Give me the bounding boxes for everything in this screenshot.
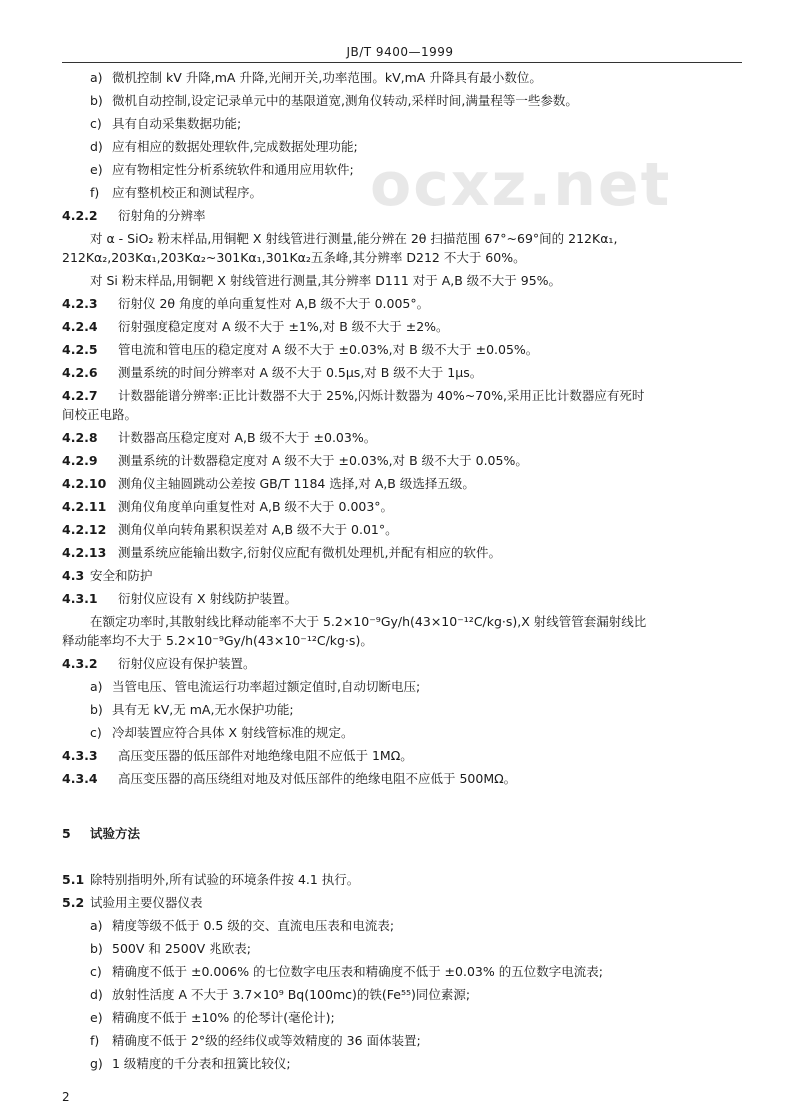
- line-text: 212Kα₂,203Kα₁,203Kα₂~301Kα₁,301Kα₂五条峰,其分辨率 D212 不大于 60%。: [62, 250, 526, 265]
- line-text: 精确度不低于 2°级的经纬仪或等效精度的 36 面体装置;: [112, 1033, 421, 1048]
- line-text: 对 α - SiO₂ 粉末样品,用铜靶 X 射线管进行测量,能分辨在 2θ 扫描范围 67°~69°间的 212Kα₁,: [90, 231, 618, 246]
- clause-number: 4.3.3: [62, 748, 98, 763]
- line-text: 微机控制 kV 升降,mA 升降,光闸开关,功率范围。kV,mA 升降具有最小数位。: [112, 70, 542, 85]
- line-text: 测量系统的计数器稳定度对 A 级不大于 ±0.03%,对 B 级不大于 0.05%。: [118, 453, 528, 468]
- document-line: [62, 208, 206, 224]
- document-line: [90, 185, 262, 201]
- document-line: [62, 656, 256, 672]
- list-marker: b): [90, 93, 103, 108]
- list-marker: b): [90, 941, 103, 956]
- document-line: [62, 430, 376, 446]
- standard-number-header: JB/T 9400—1999: [346, 45, 454, 59]
- document-line: [90, 614, 646, 630]
- clause-number: 4.2.9: [62, 453, 98, 468]
- list-marker: c): [90, 116, 102, 131]
- list-marker: g): [90, 1056, 103, 1071]
- document-line: [90, 725, 354, 741]
- clause-number: 4.2.12: [62, 522, 107, 537]
- line-text: 测角仪角度单向重复性对 A,B 级不大于 0.003°。: [118, 499, 394, 514]
- document-line: [62, 453, 528, 469]
- line-text: 高压变压器的高压绕组对地及对低压部件的绝缘电阻不应低于 500MΩ。: [118, 771, 517, 786]
- line-text: 衍射强度稳定度对 A 级不大于 ±1%,对 B 级不大于 ±2%。: [118, 319, 449, 334]
- document-line: [62, 771, 516, 787]
- line-text: 释动能率均不大于 5.2×10⁻⁹Gy/h(43×10⁻¹²C/kg·s)。: [62, 633, 373, 648]
- document-line: [90, 116, 241, 132]
- line-text: 计数器能谱分辨率:正比计数器不大于 25%,闪烁计数器为 40%~70%,采用正比计数器应有死时: [118, 388, 645, 403]
- line-text: 安全和防护: [90, 568, 153, 583]
- clause-number: 4.2.5: [62, 342, 98, 357]
- clause-number: 4.2.4: [62, 319, 98, 334]
- line-text: 衍射角的分辨率: [118, 208, 206, 223]
- line-text: 应有整机校正和测试程序。: [112, 185, 263, 200]
- line-text: 对 Si 粉末样品,用铜靶 X 射线管进行测量,其分辨率 D111 对于 A,B 级不大于 95%。: [90, 273, 562, 288]
- line-text: 间校正电路。: [62, 407, 138, 422]
- list-marker: c): [90, 725, 102, 740]
- line-text: 计数器高压稳定度对 A,B 级不大于 ±0.03%。: [118, 430, 377, 445]
- document-line: [90, 918, 394, 934]
- document-line: [90, 679, 420, 695]
- clause-number: 4.2.8: [62, 430, 98, 445]
- line-text: 应有相应的数据处理软件,完成数据处理功能;: [112, 139, 358, 154]
- line-text: 当管电压、管电流运行功率超过额定值时,自动切断电压;: [112, 679, 421, 694]
- section-number: 5.1: [62, 872, 85, 887]
- list-marker: e): [90, 1010, 103, 1025]
- clause-number: 4.2.13: [62, 545, 107, 560]
- list-marker: a): [90, 679, 103, 694]
- document-line: [62, 319, 449, 335]
- document-line: [62, 407, 137, 423]
- line-text: 管电流和管电压的稳定度对 A 级不大于 ±0.03%,对 B 级不大于 ±0.05%。: [118, 342, 539, 357]
- section-number: 5: [62, 826, 71, 841]
- list-marker: f): [90, 185, 100, 200]
- line-text: 试验用主要仪器仪表: [90, 895, 203, 910]
- document-line: [62, 895, 203, 911]
- line-text: 衍射仪应设有 X 射线防护装置。: [118, 591, 298, 606]
- document-line: [62, 872, 359, 888]
- document-line: [90, 987, 470, 1003]
- clause-number: 4.2.3: [62, 296, 98, 311]
- line-text: 精度等级不低于 0.5 级的交、直流电压表和电流表;: [112, 918, 395, 933]
- list-marker: c): [90, 964, 102, 979]
- clause-number: 4.2.7: [62, 388, 98, 403]
- line-text: 测量系统的时间分辨率对 A 级不大于 0.5μs,对 B 级不大于 1μs。: [118, 365, 483, 380]
- document-line: [90, 139, 358, 155]
- document-line: [90, 70, 542, 86]
- clause-number: 4.3.1: [62, 591, 98, 606]
- document-line: [90, 941, 251, 957]
- document-line: [62, 342, 538, 358]
- document-line: [62, 545, 501, 561]
- header-rule: [62, 62, 742, 63]
- document-line: [90, 231, 617, 247]
- line-text: 具有无 kV,无 mA,无水保护功能;: [112, 702, 294, 717]
- page-number: 2: [62, 1090, 70, 1104]
- document-line: [90, 702, 294, 718]
- line-text: 测角仪主轴圆跳动公差按 GB/T 1184 选择,对 A,B 级选择五级。: [118, 476, 475, 491]
- clause-number: 4.2.10: [62, 476, 107, 491]
- document-line: [62, 591, 297, 607]
- list-marker: d): [90, 139, 103, 154]
- section-number: 4.3: [62, 568, 85, 583]
- line-text: 500V 和 2500V 兆欧表;: [112, 941, 251, 956]
- line-text: 在额定功率时,其散射线比释动能率不大于 5.2×10⁻⁹Gy/h(43×10⁻¹²C/kg·s),X 射线管管套漏射线比: [90, 614, 647, 629]
- list-marker: b): [90, 702, 103, 717]
- line-text: 除特别指明外,所有试验的环境条件按 4.1 执行。: [90, 872, 360, 887]
- document-line: [62, 826, 140, 842]
- line-text: 衍射仪应设有保护装置。: [118, 656, 256, 671]
- list-marker: a): [90, 918, 103, 933]
- list-marker: a): [90, 70, 103, 85]
- document-line: [62, 296, 429, 312]
- document-line: [90, 964, 603, 980]
- line-text: 具有自动采集数据功能;: [112, 116, 242, 131]
- line-text: 高压变压器的低压部件对地绝缘电阻不应低于 1MΩ。: [118, 748, 413, 763]
- line-text: 放射性活度 A 不大于 3.7×10⁹ Bq(100mc)的铁(Fe⁵⁵)同位素源;: [112, 987, 471, 1002]
- document-line: [62, 568, 153, 584]
- document-line: [90, 162, 354, 178]
- list-marker: f): [90, 1033, 100, 1048]
- clause-number: 4.2.11: [62, 499, 107, 514]
- document-line: [90, 273, 561, 289]
- document-line: [90, 93, 578, 109]
- document-line: [62, 365, 482, 381]
- line-text: 测角仪单向转角累积误差对 A,B 级不大于 0.01°。: [118, 522, 398, 537]
- watermark: ocxz.net: [370, 150, 672, 220]
- document-line: [62, 250, 526, 266]
- document-line: [90, 1010, 335, 1026]
- section-number: 5.2: [62, 895, 85, 910]
- document-line: [62, 522, 398, 538]
- document-line: [62, 499, 393, 515]
- line-text: 1 级精度的千分表和扭簧比较仪;: [112, 1056, 291, 1071]
- line-text: 精确度不低于 ±0.006% 的七位数字电压表和精确度不低于 ±0.03% 的五位数字电流表;: [112, 964, 603, 979]
- clause-number: 4.2.6: [62, 365, 98, 380]
- line-text: 冷却装置应符合具体 X 射线管标准的规定。: [112, 725, 354, 740]
- line-text: 衍射仪 2θ 角度的单向重复性对 A,B 级不大于 0.005°。: [118, 296, 430, 311]
- document-line: [90, 1056, 291, 1072]
- document-line: [62, 388, 644, 404]
- line-text: 测量系统应能输出数字,衍射仪应配有微机处理机,并配有相应的软件。: [118, 545, 501, 560]
- clause-number: 4.3.4: [62, 771, 98, 786]
- document-line: [62, 476, 475, 492]
- line-text: 微机自动控制,设定记录单元中的基限道宽,测角仪转动,采样时间,满量程等一些参数。: [112, 93, 578, 108]
- line-text: 试验方法: [90, 826, 141, 841]
- document-line: [62, 633, 373, 649]
- line-text: 精确度不低于 ±10% 的伦琴计(毫伦计);: [112, 1010, 335, 1025]
- document-line: [90, 1033, 421, 1049]
- list-marker: e): [90, 162, 103, 177]
- clause-number: 4.3.2: [62, 656, 98, 671]
- line-text: 应有物相定性分析系统软件和通用应用软件;: [112, 162, 354, 177]
- clause-number: 4.2.2: [62, 208, 98, 223]
- list-marker: d): [90, 987, 103, 1002]
- document-line: [62, 748, 413, 764]
